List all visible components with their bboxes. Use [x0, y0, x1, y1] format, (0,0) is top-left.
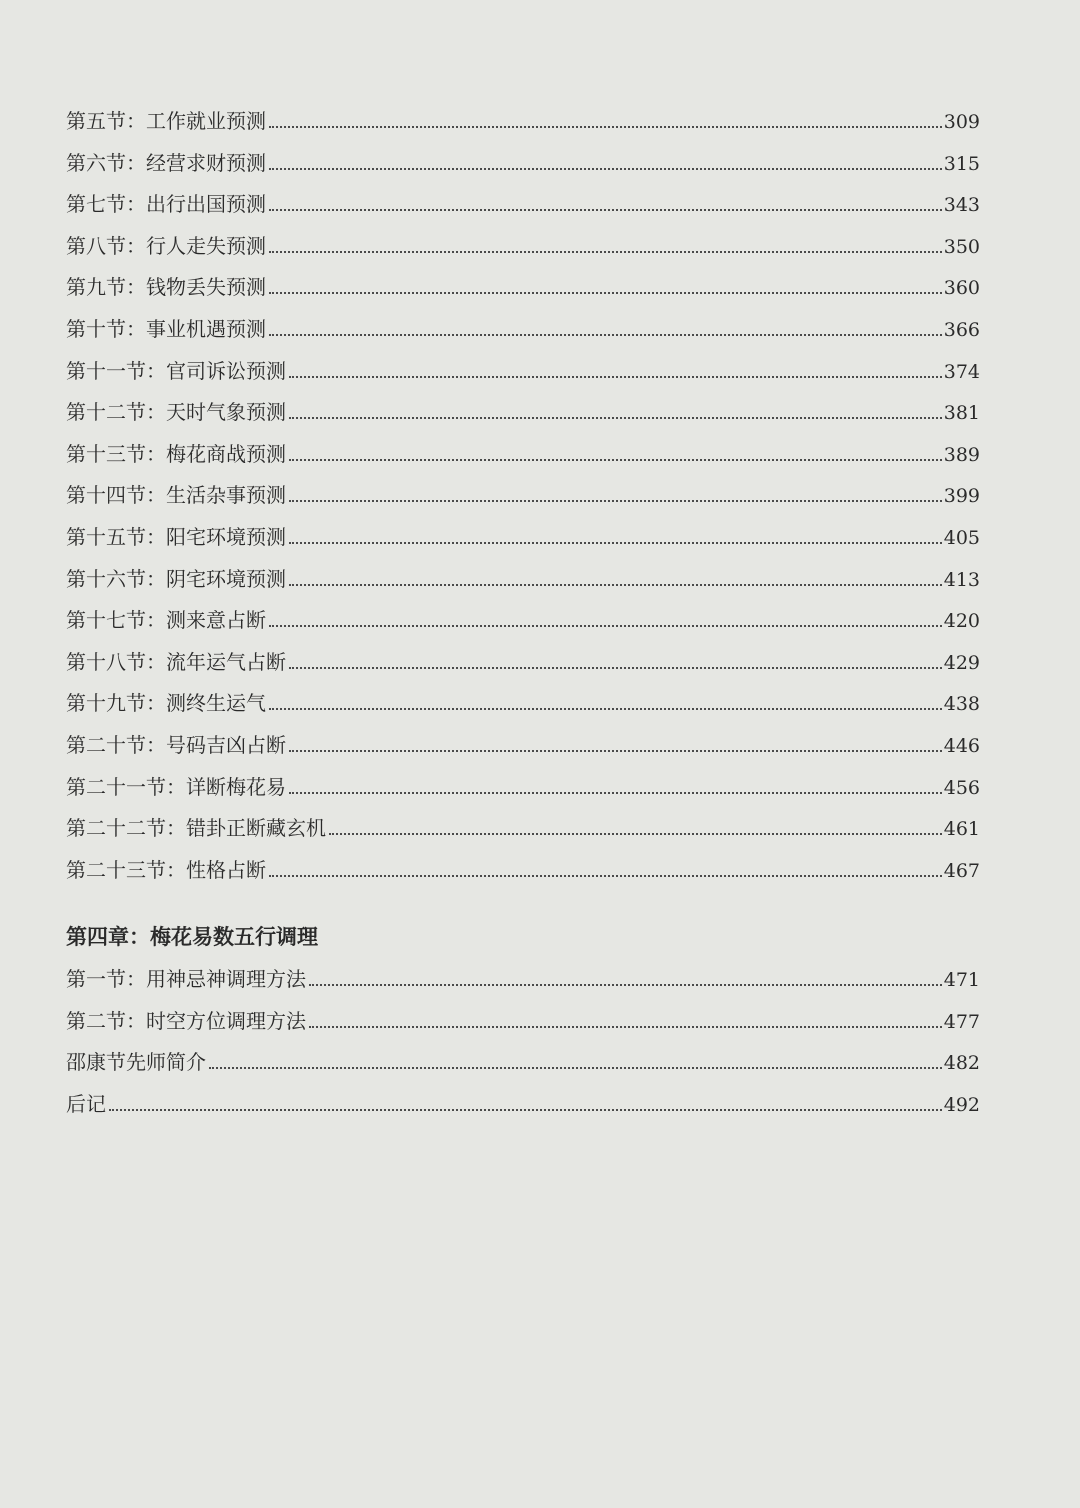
- toc-leader-dots: [289, 417, 942, 419]
- toc-leader-dots: [309, 1026, 942, 1028]
- toc-entry-title: 第六节：经营求财预测: [66, 150, 266, 175]
- toc-entry-title: 第十八节：流年运气占断: [66, 649, 286, 674]
- toc-leader-dots: [269, 126, 942, 128]
- toc-leader-dots: [269, 625, 942, 627]
- toc-entry-title: 第十三节：梅花商战预测: [66, 441, 286, 466]
- toc-entry-page: 492: [943, 1094, 980, 1117]
- toc-leader-dots: [269, 209, 942, 211]
- table-of-contents: [66, 101, 980, 1126]
- toc-leader-dots: [289, 667, 942, 669]
- toc-entry: [66, 351, 980, 393]
- toc-entry: [66, 725, 980, 767]
- toc-entry-title: 第二十节：号码吉凶占断: [66, 732, 286, 757]
- toc-entry-title: 第八节：行人走失预测: [66, 233, 266, 258]
- toc-entry: [66, 559, 980, 601]
- toc-entry-title: 第二十三节：性格占断: [66, 857, 266, 882]
- toc-entry: [66, 1084, 980, 1126]
- toc-entry: [66, 1042, 980, 1084]
- toc-entry: [66, 850, 980, 892]
- toc-entry: [66, 600, 980, 642]
- toc-entry-page: 315: [943, 152, 980, 175]
- toc-entry-title: 第十六节：阴宅环境预测: [66, 566, 286, 591]
- toc-entry-page: 405: [943, 526, 980, 549]
- toc-entry: [66, 683, 980, 725]
- chapter-4-entry-list: [66, 959, 980, 1125]
- toc-section-list: [66, 101, 980, 891]
- toc-leader-dots: [269, 168, 942, 170]
- toc-entry-title: 第十七节：测来意占断: [66, 608, 266, 633]
- toc-entry-page: 477: [943, 1010, 980, 1033]
- toc-entry: [66, 959, 980, 1001]
- toc-entry-page: 456: [943, 776, 980, 799]
- toc-leader-dots: [289, 500, 942, 502]
- toc-entry-page: 399: [943, 485, 980, 508]
- toc-entry-page: 413: [943, 568, 980, 591]
- toc-entry-page: 381: [943, 402, 980, 425]
- toc-leader-dots: [329, 833, 942, 835]
- toc-entry-page: 360: [943, 277, 980, 300]
- toc-entry-page: 350: [943, 235, 980, 258]
- toc-entry-page: 420: [943, 610, 980, 633]
- toc-leader-dots: [269, 292, 942, 294]
- toc-leader-dots: [209, 1067, 942, 1069]
- toc-entry-title: 第一节：用神忌神调理方法: [66, 967, 306, 992]
- toc-entry: [66, 517, 980, 559]
- toc-entry: [66, 642, 980, 684]
- toc-entry-page: 309: [943, 111, 980, 133]
- toc-entry-title: 第二十二节：错卦正断藏玄机: [66, 816, 326, 841]
- toc-leader-dots: [289, 459, 942, 461]
- toc-entry-title: 第十一节：官司诉讼预测: [66, 358, 286, 383]
- toc-entry-title: 第五节：工作就业预测: [66, 109, 266, 133]
- toc-entry: [66, 392, 980, 434]
- toc-entry: [66, 808, 980, 850]
- toc-entry-title: 第二十一节：详断梅花易: [66, 774, 286, 799]
- toc-entry: [66, 767, 980, 809]
- toc-leader-dots: [289, 376, 942, 378]
- toc-entry: [66, 434, 980, 476]
- toc-leader-dots: [269, 875, 942, 877]
- toc-entry: [66, 143, 980, 185]
- toc-entry-title: 第十九节：测终生运气: [66, 691, 266, 716]
- toc-entry-title: 第十二节：天时气象预测: [66, 400, 286, 425]
- chapter-heading: 第四章：梅花易数五行调理: [66, 924, 318, 950]
- toc-leader-dots: [289, 584, 942, 586]
- toc-entry-page: 374: [943, 360, 980, 383]
- toc-entry-title: 邵康节先师简介: [66, 1050, 206, 1075]
- toc-leader-dots: [309, 984, 942, 986]
- toc-entry-title: 第七节：出行出国预测: [66, 192, 266, 217]
- toc-entry-title: 后记: [66, 1092, 106, 1117]
- toc-entry-title: 第十节：事业机遇预测: [66, 316, 266, 341]
- toc-entry: [66, 101, 980, 143]
- toc-entry-page: 429: [943, 651, 980, 674]
- toc-entry-title: 第九节：钱物丢失预测: [66, 275, 266, 300]
- toc-entry-page: 366: [943, 318, 980, 341]
- toc-leader-dots: [269, 334, 942, 336]
- toc-entry-page: 343: [943, 194, 980, 217]
- toc-entry-title: 第十四节：生活杂事预测: [66, 483, 286, 508]
- toc-entry: [66, 184, 980, 226]
- toc-entry-page: 482: [943, 1052, 980, 1075]
- toc-entry-page: 389: [943, 443, 980, 466]
- toc-entry: [66, 309, 980, 351]
- toc-leader-dots: [289, 542, 942, 544]
- toc-entry: [66, 267, 980, 309]
- toc-entry: [66, 475, 980, 517]
- toc-leader-dots: [269, 708, 942, 710]
- toc-entry-page: 471: [943, 969, 980, 992]
- toc-entry-page: 461: [943, 818, 980, 841]
- toc-entry-page: 446: [943, 734, 980, 757]
- toc-leader-dots: [289, 792, 942, 794]
- toc-entry-page: 438: [943, 693, 980, 716]
- toc-entry-title: 第二节：时空方位调理方法: [66, 1008, 306, 1033]
- toc-entry-page: 467: [943, 859, 980, 882]
- toc-leader-dots: [269, 251, 942, 253]
- toc-entry: [66, 1001, 980, 1043]
- toc-leader-dots: [109, 1109, 942, 1111]
- toc-entry: [66, 226, 980, 268]
- toc-entry-title: 第十五节：阳宅环境预测: [66, 524, 286, 549]
- toc-leader-dots: [289, 750, 942, 752]
